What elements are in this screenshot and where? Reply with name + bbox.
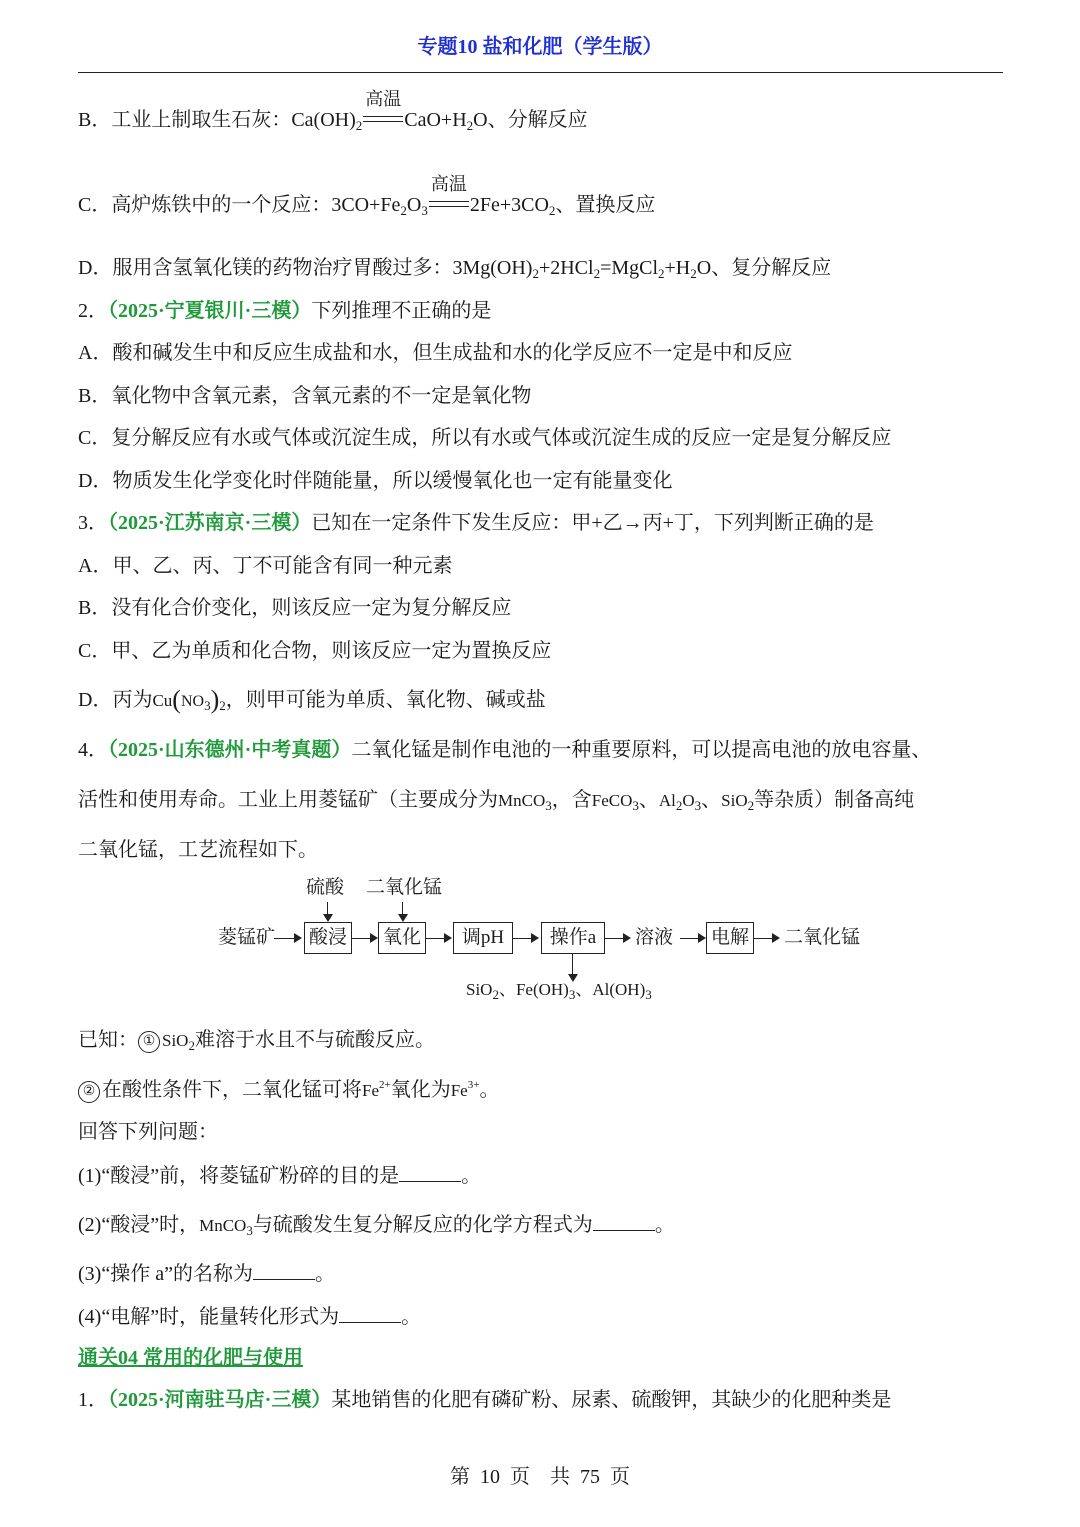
flow-solution: 溶液 (635, 927, 674, 948)
sub-question-3: (3)“操作 a”的名称为 。 (78, 1259, 335, 1288)
question-2-option-a: A．酸和碱发生中和反应生成盐和水，但生成盐和水的化学反应不一定是中和反应 (78, 342, 793, 364)
reaction-condition: 高温 (429, 198, 469, 214)
question-2-option-b: B．氧化物中含氧元素，含氧元素的不一定是氧化物 (78, 385, 532, 407)
flow-step-adjust-ph: 调pH (453, 922, 513, 954)
question-2-option-d: D．物质发生化学变化时伴随能量，所以缓慢氧化也一定有能量变化 (78, 470, 673, 492)
sub-question-4: (4)“电解”时，能量转化形式为 。 (78, 1302, 421, 1331)
answer-intro: 回答下列问题： (78, 1121, 218, 1143)
flow-step-operation-a: 操作a (541, 922, 605, 954)
prev-option-d: D．服用含氢氧化镁的药物治疗胃酸过多：$3Mg(OH)_2+2HCl_2=MgCl_2+H_2O$、复分解反应 (78, 257, 832, 281)
flow-input-sulfuric-acid: 硫酸 (306, 877, 345, 898)
answer-blank[interactable] (593, 1210, 655, 1231)
question-3-option-a: A．甲、乙、丙、丁不可能含有同一种元素 (78, 555, 453, 577)
known-fact-1: 已知： ① SiO$_2$难溶于水且不与硫酸反应。 (78, 1029, 435, 1053)
section-title: 通关04 常用的化肥与使用 (78, 1347, 303, 1369)
question-4-stem-line-3: 二氧化锰，工艺流程如下。 (78, 839, 318, 861)
answer-blank[interactable] (399, 1161, 461, 1182)
prev-option-b: B．工业上制取生石灰：$Ca(OH)_2$ 高温 $CaO+H_2O$、分解反应 (78, 89, 588, 133)
flow-step-electrolysis: 电解 (706, 922, 754, 954)
flow-input-manganese-dioxide: 二氧化锰 (366, 877, 443, 898)
question-2-stem: 2．（2025·宁夏银川·三模）下列推理不正确的是 (78, 300, 492, 322)
sub-question-2: (2)“酸浸”时，MnCO$_3$与硫酸发生复分解反应的化学方程式为 。 (78, 1210, 675, 1240)
flow-arrow-byproducts (572, 954, 573, 976)
flow-step-acid-leach: 酸浸 (304, 922, 352, 954)
question-3-stem: 3．（2025·江苏南京·三模）已知在一定条件下发生反应：甲+乙→丙+丁，下列判断正确的是 (78, 512, 874, 534)
question-3-option-b: B．没有化合价变化，则该反应一定为复分解反应 (78, 597, 512, 619)
question-source: （2025·宁夏银川·三模） (108, 300, 312, 322)
flow-step-oxidation: 氧化 (378, 922, 426, 954)
page-footer: 第 10 页 共 75 页 (450, 1466, 630, 1488)
known-fact-2: ② 在酸性条件下，二氧化锰可将$Fe^{2+}$氧化为$Fe^{3+}$。 (78, 1076, 499, 1105)
question-4-stem-line-2: 活性和使用寿命。工业上用菱锰矿（主要成分为MnCO$_3$，含FeCO$_3$、$Al_2O_3$、SiO$_2$等杂质）制备高纯 (78, 789, 915, 813)
flow-byproducts: SiO$_2$、$Fe(OH)_3$、$Al(OH)_3$ (466, 980, 652, 1002)
question-2-option-c: C．复分解反应有水或气体或沉淀生成，所以有水或气体或沉淀生成的反应一定是复分解反应 (78, 427, 892, 449)
question-source: （2025·河南驻马店·三模） (108, 1389, 332, 1411)
question-source: （2025·山东德州·中考真题） (108, 739, 352, 761)
question-4-stem-line-1: 4．（2025·山东德州·中考真题）二氧化锰是制作电池的一种重要原料，可以提高电池的放电容量、 (78, 739, 932, 761)
answer-blank[interactable] (339, 1302, 401, 1323)
question-3-option-c: C．甲、乙为单质和化合物，则该反应一定为置换反应 (78, 640, 552, 662)
reaction-condition: 高温 (363, 113, 403, 129)
flow-product: 二氧化锰 (784, 927, 861, 948)
page-header-title: 专题10 盐和化肥（学生版） (417, 36, 663, 58)
question-3-option-d: D．丙为$Cu(NO_3)_2$，则甲可能为单质、氧化物、碱或盐 (78, 685, 546, 714)
answer-blank[interactable] (253, 1259, 315, 1280)
flow-raw-material: 菱锰矿 (218, 927, 276, 948)
question-5-stem: 1．（2025·河南驻马店·三模）某地销售的化肥有磷矿粉、尿素、硫酸钾，其缺少的化肥种类是 (78, 1389, 892, 1411)
question-source: （2025·江苏南京·三模） (108, 512, 312, 534)
prev-option-c: C．高炉炼铁中的一个反应：$3CO+Fe_2O_3$ 高温 $2Fe+3CO_2$、置换反应 (78, 174, 656, 218)
sub-question-1: (1)“酸浸”前，将菱锰矿粉碎的目的是 。 (78, 1161, 481, 1190)
header-divider (78, 72, 1003, 73)
